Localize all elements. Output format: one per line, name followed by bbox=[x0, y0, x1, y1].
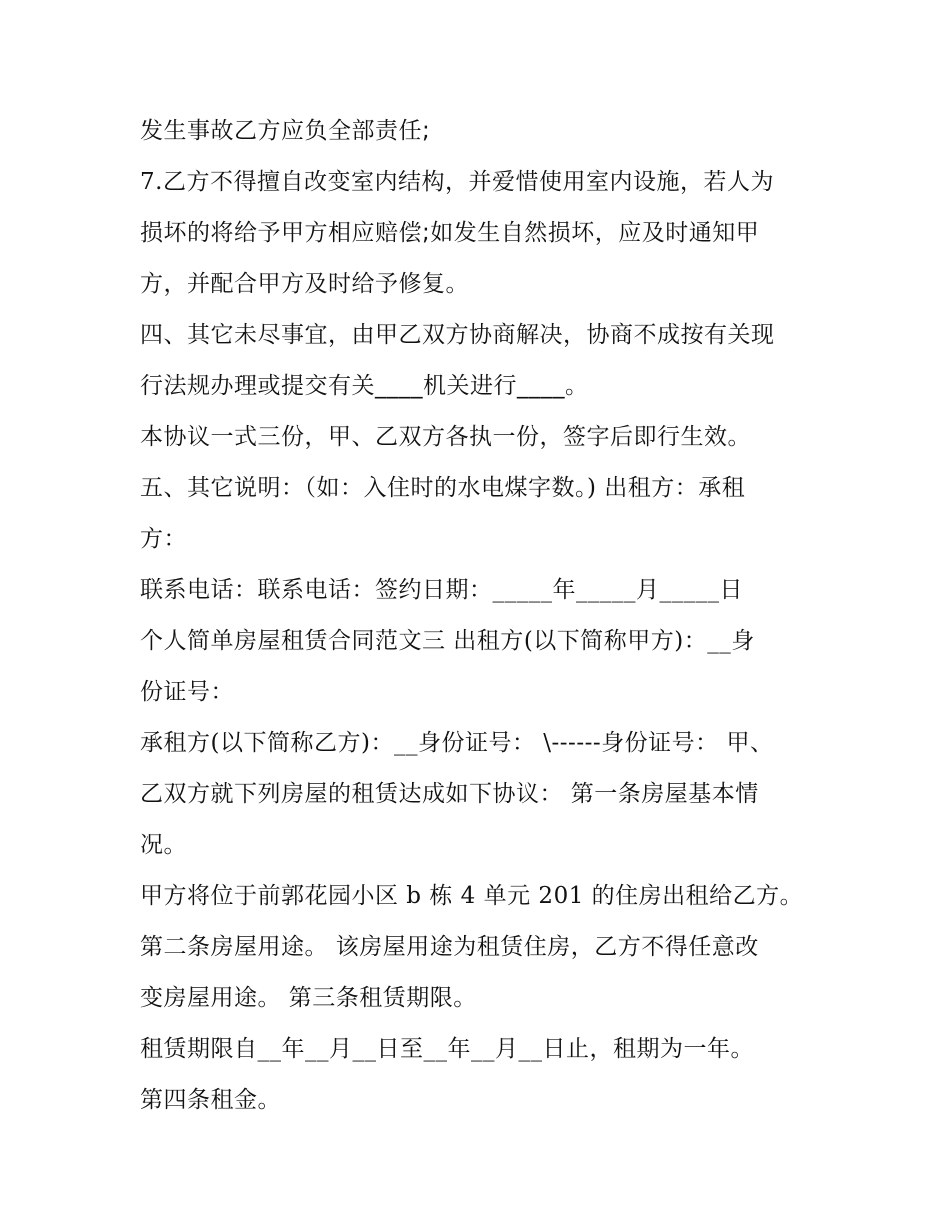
text-run: 单元 bbox=[483, 883, 531, 909]
text-run: 发生事故乙方应负全部责任; bbox=[140, 118, 431, 144]
text-run: 乙双方就下列房屋的租赁达成如下协议： 第一条房屋基本情 bbox=[140, 781, 759, 807]
text-line bbox=[140, 156, 820, 207]
text-run: (以下简称甲方)：__身 bbox=[523, 628, 755, 654]
text-line bbox=[140, 615, 820, 666]
text-line bbox=[140, 768, 820, 819]
text-line bbox=[140, 564, 820, 615]
text-run: 出租方：承租 bbox=[596, 475, 746, 501]
text-line bbox=[140, 309, 820, 360]
text-line bbox=[140, 666, 820, 717]
text-line bbox=[140, 1074, 820, 1125]
text-line bbox=[140, 258, 820, 309]
text-run: 变房屋用途。 第三条租赁期限。 bbox=[140, 985, 477, 1011]
text-run: 四、其它未尽事宜，由甲乙双方协商解决，协商不成按有关现 bbox=[140, 322, 775, 348]
text-line bbox=[140, 717, 820, 768]
text-line bbox=[140, 1023, 820, 1074]
text-run: 承租方(以下简称乙方)：__身份证号： \------身份证号： 甲、 bbox=[140, 730, 774, 756]
text-run: 五、其它说明： bbox=[140, 475, 305, 501]
text-run: 份证号： bbox=[140, 679, 234, 705]
text-run: 4 bbox=[452, 883, 484, 909]
text-run: 联系电话：联系电话：签约日期： bbox=[140, 577, 493, 603]
text-line bbox=[140, 972, 820, 1023]
text-run: 损坏的将给予甲方相应赔偿; bbox=[140, 220, 431, 246]
text-run: 第四条租金。 bbox=[140, 1087, 281, 1113]
text-run: 方： bbox=[140, 526, 187, 552]
text-line bbox=[140, 411, 820, 462]
text-run: 本协议一式三份，甲、乙双方各执一份，签字后即行生效。 bbox=[140, 424, 751, 450]
text-run: 方，并配合甲方及时给予修复。 bbox=[140, 271, 469, 297]
text-line bbox=[140, 462, 820, 513]
text-line bbox=[140, 105, 820, 156]
text-run: 况。 bbox=[140, 832, 187, 858]
text-line bbox=[140, 921, 820, 972]
text-run: 201 的住房出租给乙方。 bbox=[530, 883, 804, 909]
document-body bbox=[140, 105, 820, 1125]
text-line bbox=[140, 360, 820, 411]
text-run: 栋 bbox=[429, 883, 453, 909]
text-run: 第二条房屋用途。 该房屋用途为租赁住房，乙方不得任意改 bbox=[140, 934, 759, 960]
text-run: 行法规办理或提交有关____机关进行____。 bbox=[140, 373, 589, 399]
text-run: 如发生自然损坏，应及时通知甲 bbox=[430, 220, 760, 246]
text-run: 甲方将位于前郭花园小区 b bbox=[140, 883, 430, 909]
text-run: 个人简单房屋租赁合同范文三 出租方 bbox=[140, 628, 524, 654]
text-line bbox=[140, 870, 820, 921]
text-run: （如：入住时的水电煤字数。) bbox=[304, 475, 597, 501]
text-run: 7.乙方不得擅自改变室内结构，并爱惜使用室内设施，若人为 bbox=[140, 169, 774, 195]
text-line bbox=[140, 819, 820, 870]
text-run: 租赁期限自__年__月__日至__年__月__日止，租期为一年。 bbox=[140, 1036, 754, 1062]
text-run: _____年_____月_____日 bbox=[492, 577, 743, 603]
text-line bbox=[140, 513, 820, 564]
text-line bbox=[140, 207, 820, 258]
